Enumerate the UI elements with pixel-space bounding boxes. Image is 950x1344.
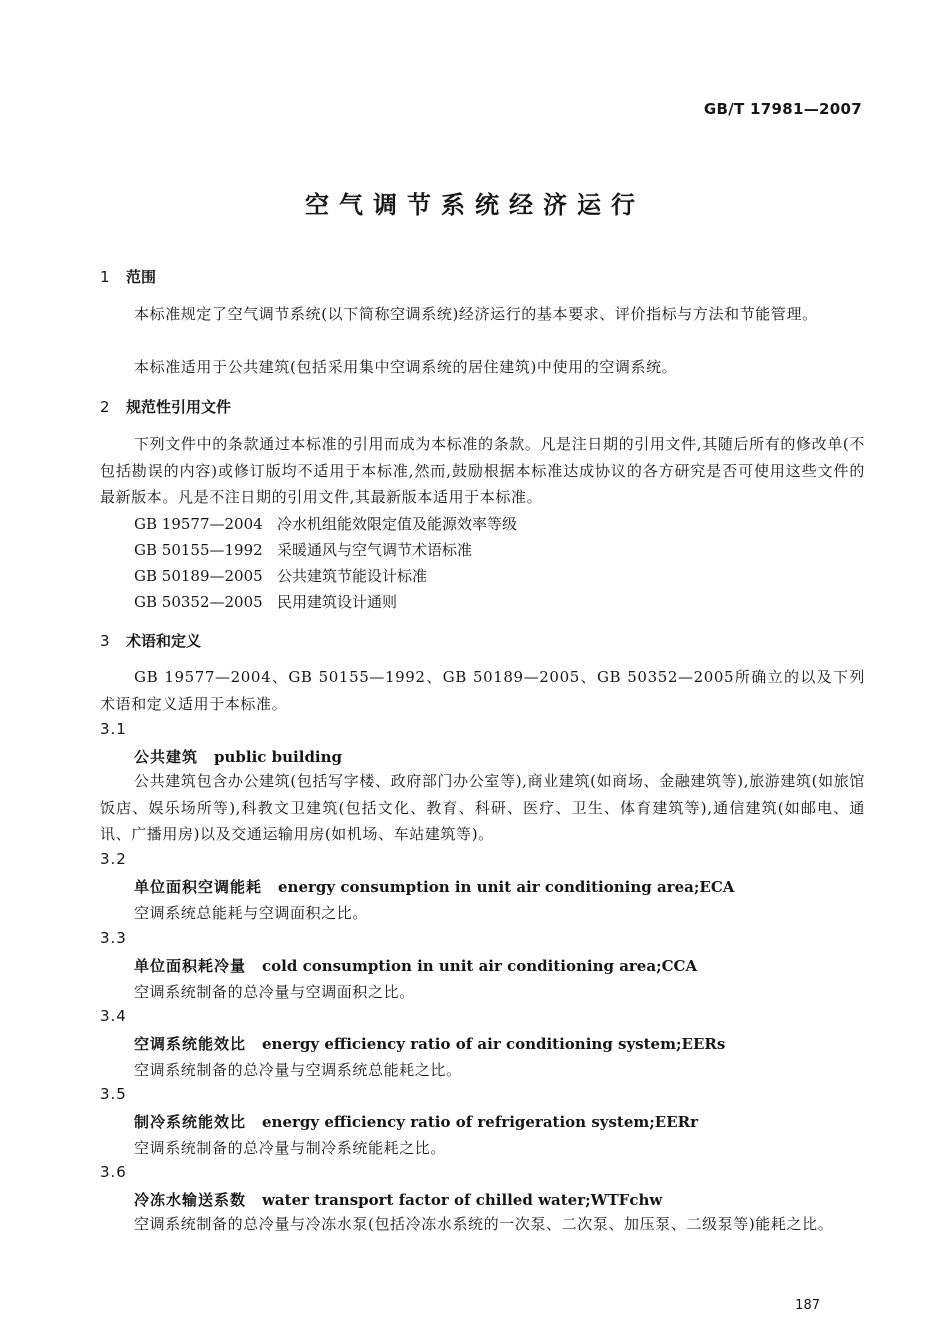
term-name (134, 1033, 725, 1054)
term-definition: 公共建筑包含办公建筑(包括写字楼、政府部门办公室等),商业建筑(如商场、金融建筑等),旅游建筑(如旅馆饭店、娱乐场所等),科教文卫建筑(包括文化、教育、科研、医疗、卫生、体育建筑等),通信建筑(如邮电、通讯、广播用房)以及交通运输用房(如机场、车站建筑等)。 (100, 772, 865, 843)
term-zh: 制冷系统能效比 (134, 1113, 247, 1131)
section-title: 范围 (126, 268, 157, 286)
term-definition: 空调系统制备的总冷量与空调面积之比。 (134, 983, 415, 1001)
term-definition: 空调系统制备的总冷量与制冷系统能耗之比。 (134, 1139, 447, 1157)
reference-code: GB 50189—2005 (134, 567, 263, 585)
page-number: 187 (795, 1298, 820, 1313)
term-zh: 冷冻水输送系数 (134, 1191, 247, 1209)
section-heading (100, 630, 201, 651)
term-number: 3.5 (100, 1085, 127, 1103)
term-en: public building (214, 748, 343, 766)
reference-code: GB 50352—2005 (134, 593, 263, 611)
section-title: 规范性引用文件 (126, 398, 232, 416)
reference-item (134, 513, 517, 534)
term-en: energy efficiency ratio of refrigeration system;EERr (262, 1113, 699, 1131)
term-en: water transport factor of chilled water;WTFchw (262, 1191, 663, 1209)
reference-title: 冷水机组能效限定值及能源效率等级 (277, 515, 518, 533)
term-number: 3.4 (100, 1007, 127, 1025)
reference-item (134, 565, 427, 586)
term-number: 3.2 (100, 850, 127, 868)
term-en: energy consumption in unit air conditioning area;ECA (278, 878, 735, 896)
term-number: 3.6 (100, 1163, 127, 1181)
term-zh: 公共建筑 (134, 748, 199, 766)
paragraph: 下列文件中的条款通过本标准的引用而成为本标准的条款。凡是注日期的引用文件,其随后所有的修改单(不包括勘误的内容)或修订版均不适用于本标准,然而,鼓励根据本标准达成协议的各方研究是否可使用这些文件的最新版本。凡是不注日期的引用文件,其最新版本适用于本标准。 (100, 435, 865, 506)
section-heading (100, 266, 156, 287)
term-name (134, 955, 697, 976)
term-number: 3.3 (100, 929, 127, 947)
term-zh: 空调系统能效比 (134, 1035, 247, 1053)
reference-code: GB 50155—1992 (134, 541, 263, 559)
term-name (134, 746, 342, 767)
term-en: cold consumption in unit air conditioning area;CCA (262, 957, 698, 975)
term-number: 3.1 (100, 720, 127, 738)
term-definition: 空调系统制备的总冷量与冷冻水泵(包括冷冻水系统的一次泵、二次泵、加压泵、二级泵等)能耗之比。 (134, 1215, 834, 1233)
reference-title: 采暖通风与空气调节术语标准 (277, 541, 473, 559)
section-number: 2 (100, 398, 110, 416)
section-title: 术语和定义 (126, 632, 202, 650)
page-title: 空气调节系统经济运行 (305, 191, 645, 219)
term-en: energy efficiency ratio of air conditioning system;EERs (262, 1035, 726, 1053)
reference-title: 公共建筑节能设计标准 (277, 567, 428, 585)
term-name (134, 1111, 698, 1132)
term-zh: 单位面积耗冷量 (134, 957, 247, 975)
section-number: 3 (100, 632, 110, 650)
reference-code: GB 19577—2004 (134, 515, 263, 533)
section-number: 1 (100, 268, 110, 286)
reference-item (134, 591, 397, 612)
standard-id: GB/T 17981—2007 (703, 100, 862, 118)
term-zh: 单位面积空调能耗 (134, 878, 263, 896)
reference-title: 民用建筑设计通则 (277, 593, 398, 611)
term-name (134, 1189, 662, 1210)
term-name (134, 876, 734, 897)
reference-item (134, 539, 472, 560)
term-definition: 空调系统制备的总冷量与空调系统总能耗之比。 (134, 1061, 462, 1079)
paragraph: 本标准适用于公共建筑(包括采用集中空调系统的居住建筑)中使用的空调系统。 (134, 358, 678, 376)
paragraph: GB 19577—2004、GB 50155—1992、GB 50189—2005、GB 50352—2005所确立的以及下列术语和定义适用于本标准。 (100, 668, 865, 713)
section-heading (100, 396, 231, 417)
paragraph: 本标准规定了空气调节系统(以下简称空调系统)经济运行的基本要求、评价指标与方法和节能管理。 (134, 305, 818, 323)
term-definition: 空调系统总能耗与空调面积之比。 (134, 904, 369, 922)
